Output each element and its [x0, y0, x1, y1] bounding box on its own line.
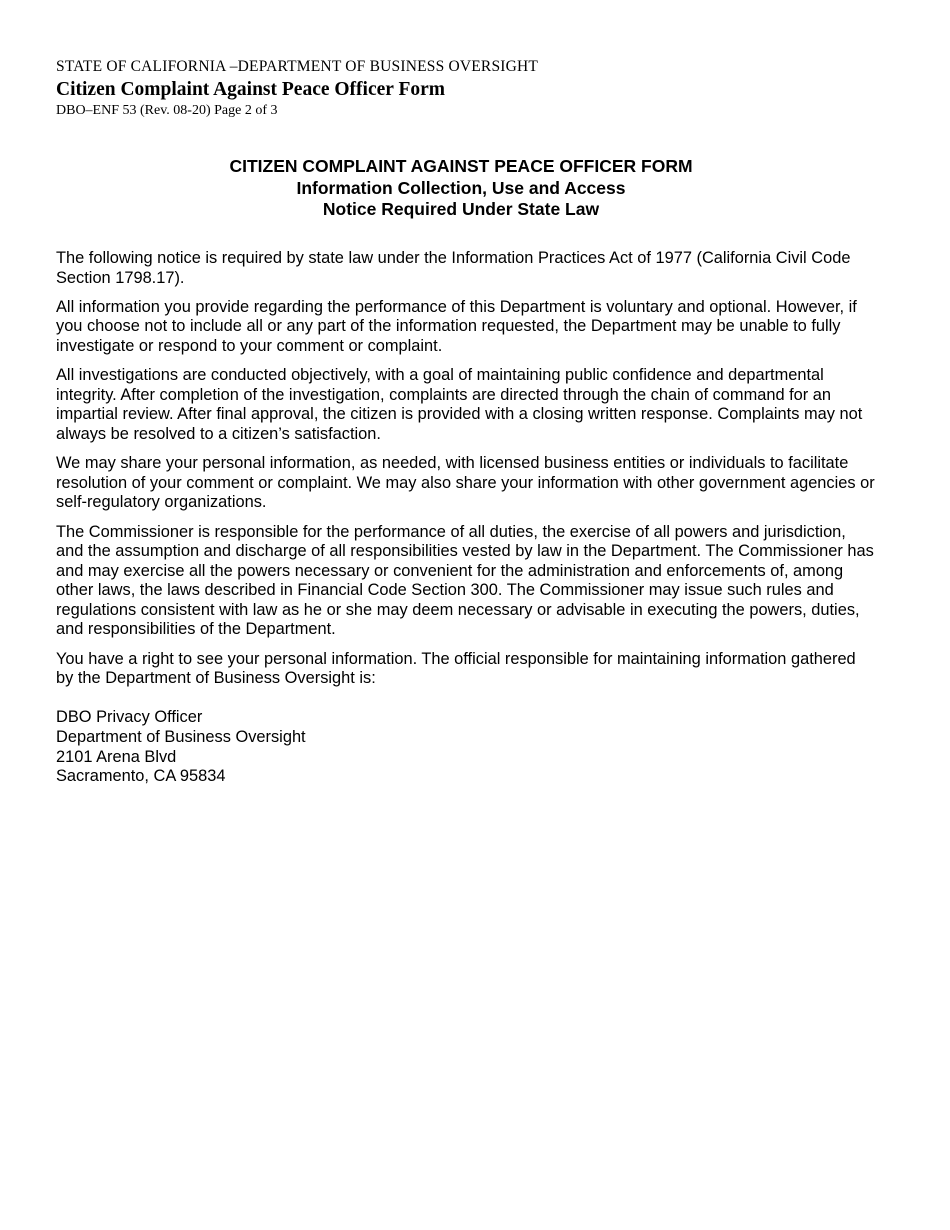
heading-line-2: Information Collection, Use and Access	[296, 177, 626, 198]
form-id: DBO–ENF 53 (Rev. 08-20) Page 2 of 3	[56, 103, 278, 118]
paragraph-legal-basis: The following notice is required by state law under the Information Practices Act of 1977 (California Civil Code Section 1798.17).	[56, 249, 851, 287]
paragraph-voluntary: All information you provide regarding the performance of this Department is voluntary and optional. However, if you choose not to include all or any part of the information requested, the Department may be unable to fully investigate or respond to your comment or complaint.	[56, 297, 857, 355]
paragraph-sharing: We may share your personal information, as needed, with licensed business entities or individuals to facilitate resolution of your comment or complaint. We may also share your information with other government agencies or self-regulatory organizations.	[56, 454, 875, 512]
address-line-3: 2101 Arena Blvd	[56, 747, 177, 766]
paragraph-commissioner: The Commissioner is responsible for the performance of all duties, the exercise of all powers and jurisdiction, and the assumption and discharge of all responsibilities vested by law in the Department. The Commissioner has and may exercise all the powers necessary or convenient for the administration and enforcements of, among other laws, the laws described in Financial Code Section 300. The Commissioner may issue such rules and regulations consistent with law as he or she may deem necessary or advisable in executing the powers, duties, and responsibilities of the Department.	[56, 522, 874, 639]
paragraph-investigations: All investigations are conducted objectively, with a goal of maintaining public confidence and departmental integrity. After completion of the investigation, complaints are directed through the chain of command for an impartial review. After final approval, the citizen is provided with a closing written response. Complaints may not always be resolved to a citizen’s satisfaction.	[56, 366, 863, 443]
address-line-1: DBO Privacy Officer	[56, 708, 203, 726]
agency-name: STATE OF CALIFORNIA –DEPARTMENT OF BUSINESS OVERSIGHT	[56, 58, 539, 75]
address-line-2: Department of Business Oversight	[56, 727, 306, 746]
paragraph-right-to-see: You have a right to see your personal information. The official responsible for maintaining information gathered by the Department of Business Oversight is:	[56, 649, 856, 688]
heading-line-3: Notice Required Under State Law	[322, 199, 600, 219]
notice-heading	[0, 156, 922, 221]
form-header	[56, 56, 538, 120]
form-title: Citizen Complaint Against Peace Officer Form	[56, 79, 446, 100]
address-line-4: Sacramento, CA 95834	[56, 767, 226, 786]
privacy-officer-address	[56, 708, 306, 787]
notice-body	[56, 249, 876, 698]
heading-line-1: CITIZEN COMPLAINT AGAINST PEACE OFFICER FORM	[229, 156, 693, 176]
